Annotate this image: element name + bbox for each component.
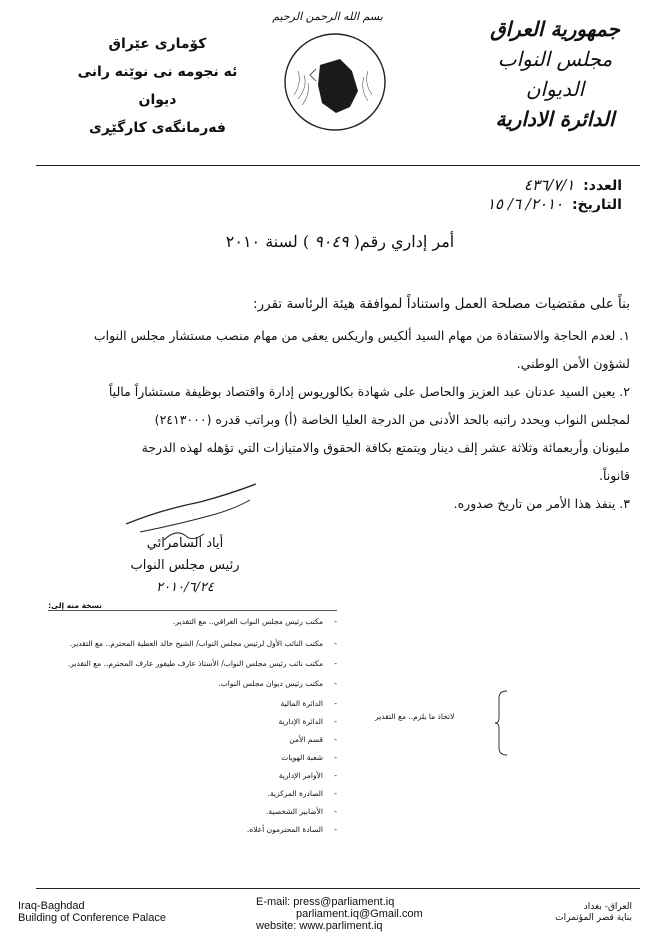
footer-right bbox=[555, 902, 632, 924]
footer-contact bbox=[256, 896, 423, 932]
footer-left-line1: Iraq-Baghdad bbox=[18, 900, 85, 912]
signatory-name: أياد السامرائي bbox=[146, 536, 224, 551]
signature-block bbox=[120, 533, 250, 599]
header-left-line2: ئه نجومه نی نوێنه رانی bbox=[77, 64, 238, 80]
header-right-arabic bbox=[480, 14, 630, 134]
footer-left bbox=[18, 900, 166, 924]
reference-date-row bbox=[487, 195, 622, 214]
reference-date-label: التاريخ: bbox=[571, 197, 622, 213]
signature-date: ٢٠١٠/٦/٢٤ bbox=[156, 580, 214, 595]
basmala: بسم الله الرحمن الرحيم bbox=[272, 10, 383, 23]
item1-line2: لشؤون الأمن الوطني. bbox=[516, 356, 630, 371]
header-right-line4: الدائرة الادارية bbox=[495, 107, 615, 131]
header-right-line3: الديوان bbox=[525, 77, 585, 101]
reference-number-value: ٤٣٦/٧/١ bbox=[523, 176, 575, 194]
copy-item: -الأوامر الإدارية bbox=[278, 771, 337, 780]
header-left-line1: کۆماری عێراق bbox=[108, 36, 207, 52]
footer-right-line1: العراق- بغداد bbox=[583, 902, 632, 912]
copies-group-bracket bbox=[495, 690, 509, 756]
footer-email2: parliament.iq@Gmail.com bbox=[296, 908, 423, 920]
parliament-seal-icon bbox=[280, 25, 390, 135]
header-left-line4: فەرمانگەی کارگێڕی bbox=[89, 120, 226, 136]
item3-line1: ٣. ينفذ هذا الأمر من تاريخ صدوره. bbox=[453, 496, 630, 511]
header-divider bbox=[36, 165, 640, 166]
header-left-kurdish bbox=[70, 30, 245, 142]
reference-block bbox=[487, 176, 622, 214]
copy-item: -مكتب نائب رئيس مجلس النواب/ الأستاذ عارف طيفور عارف المحترم.. مع التقدير. bbox=[67, 659, 337, 668]
copy-item: -مكتب رئيس مجلس النواب العراقي.. مع التقدير. bbox=[173, 617, 337, 626]
header-left-line3: دیوان bbox=[138, 92, 177, 108]
order-title-prefix: أمر إداري رقم( bbox=[353, 232, 455, 251]
copy-item: -الدائرة الإدارية bbox=[278, 717, 337, 726]
item2-line1: ٢. يعين السيد عدنان عبد العزيز والحاصل على شهادة بكالوريوس إدارة واقتصاد بوظيفة مستشاراً مالياً bbox=[108, 384, 630, 399]
reference-number-row bbox=[487, 176, 622, 195]
reference-date-value: ٢٠١٠/ ٦/ ١٥ bbox=[487, 195, 564, 213]
copy-item: -الأضابير الشخصية. bbox=[266, 807, 337, 816]
copy-item: -قسم الأمن bbox=[289, 735, 337, 744]
copies-block bbox=[32, 601, 337, 834]
copy-item: -مكتب النائب الأول لرئيس مجلس النواب/ الشيخ خالد العطية المحترم.. مع التقدير. bbox=[69, 639, 337, 648]
copy-item: -مكتب رئيس ديوان مجلس النواب. bbox=[218, 679, 337, 688]
header-right-line1: جمهورية العراق bbox=[490, 17, 620, 41]
copies-heading: نسخة منه إلى: bbox=[48, 601, 337, 611]
footer-website: website: www.parliment.iq bbox=[256, 920, 383, 932]
copy-item: -شعبة الهويات bbox=[281, 753, 337, 762]
order-title bbox=[180, 232, 500, 251]
copy-item: -الصادرة المركزية. bbox=[267, 789, 337, 798]
copies-group-note: لاتخاذ ما يلزم.. مع التقدير bbox=[375, 712, 455, 721]
item1-line1: ١. لعدم الحاجة والاستفادة من مهام السيد ألكيس واريكس يعفى من مهام منصب مستشار مجلس النواب bbox=[93, 328, 630, 343]
item2-line3: مليونان وأربعمائة وثلاثة عشر إلف دينار ويتمتع بكافة الحقوق والامتيازات التي تؤهله لهذه الدرجة bbox=[141, 440, 630, 455]
item2-line2: لمجلس النواب ويحدد راتبه بالحد الأدنى من الدرجة العليا الخاصة (أ) وبراتب قدره (٢٤١٣٠٠٠) bbox=[154, 412, 630, 427]
order-number: ٩٠٤٩ bbox=[309, 232, 354, 251]
header-right-line2: مجلس النواب bbox=[497, 47, 613, 71]
order-intro: بناً على مقتضيات مصلحة العمل واستناداً لموافقة هيئة الرئاسة تقرر: bbox=[253, 296, 630, 312]
footer-email1: E-mail: press@parliament.iq bbox=[256, 896, 395, 908]
order-title-suffix: ) لسنة ٢٠١٠ bbox=[225, 232, 310, 251]
footer-divider bbox=[36, 888, 640, 889]
signatory-position: رئيس مجلس النواب bbox=[130, 558, 240, 573]
footer-left-line2: Building of Conference Palace bbox=[18, 912, 166, 924]
reference-number-label: العدد: bbox=[583, 178, 622, 194]
footer-right-line2: بناية قصر المؤتمرات bbox=[555, 913, 632, 923]
copy-item: -السادة المحترمون أعلاه. bbox=[246, 825, 337, 834]
copy-item: -الدائرة المالية bbox=[280, 699, 337, 708]
item2-line4: قانوناً. bbox=[599, 468, 630, 483]
